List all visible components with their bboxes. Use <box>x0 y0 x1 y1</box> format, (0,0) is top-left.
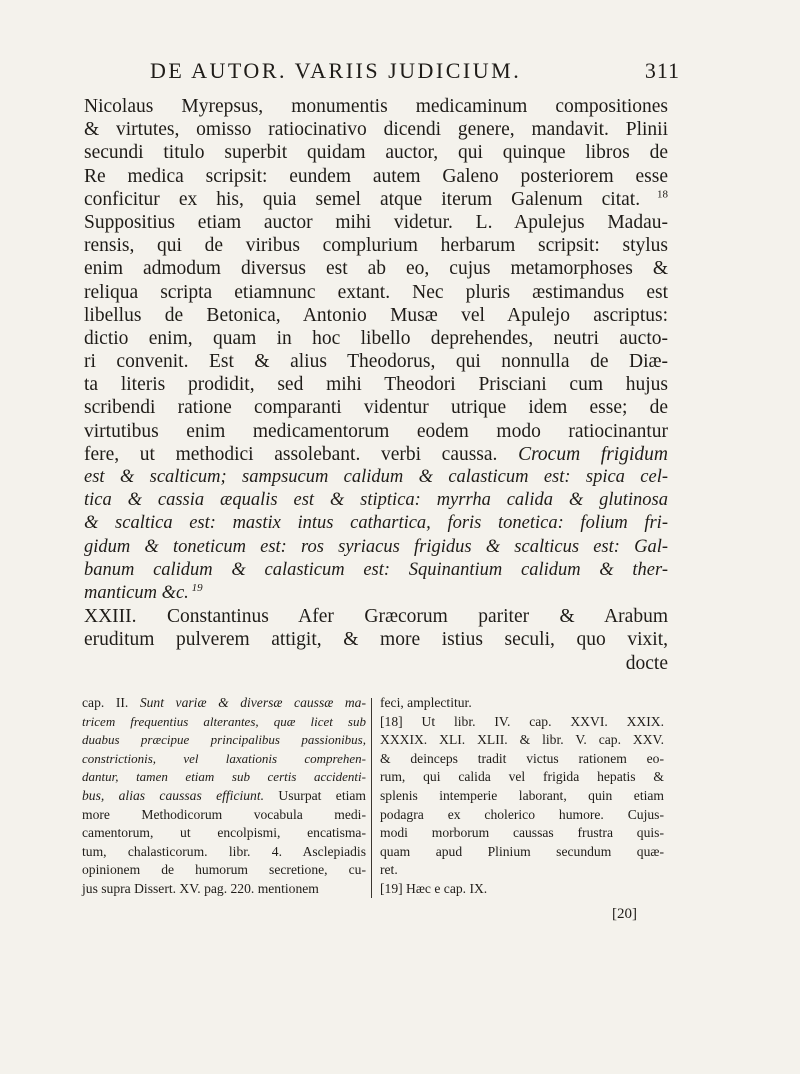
text-line <box>84 373 668 396</box>
text-content: conficitur ex his, quia semel atque iterum Galenum citat. <box>84 188 641 210</box>
text-line <box>84 327 668 350</box>
footnote-line <box>380 768 664 787</box>
text-line <box>84 466 668 489</box>
text-line <box>84 141 668 164</box>
footnote-line <box>82 806 366 825</box>
text-line <box>84 443 668 466</box>
footnote-line <box>380 713 664 732</box>
column-divider <box>371 698 372 898</box>
footnote-text: quam apud Plinium secundum quæ- <box>380 843 664 859</box>
footnote-line <box>82 768 366 787</box>
footnote-line <box>380 787 664 806</box>
footnotes-left-column <box>82 694 366 899</box>
text-content: reliqua scripta etiamnunc extant. Nec pluris æstimandus est <box>84 281 668 303</box>
footnote-line <box>380 824 664 843</box>
text-content: gidum & toneticum est: ros syriacus frigidus & scalticus est: Gal- <box>84 536 668 557</box>
text-line <box>84 188 668 211</box>
running-header <box>150 58 680 84</box>
text-content: banum calidum & calasticum est: Squinantium calidum & ther- <box>84 559 668 580</box>
footnote-line <box>82 843 366 862</box>
footnote-text: more Methodicorum vocabula medi- <box>82 806 366 822</box>
footnote-text: splenis intemperie laborant, quin etiam <box>380 787 664 803</box>
footnote-line <box>82 880 366 899</box>
footnote-text: XXXIX. XLI. XLII. & libr. V. cap. XXV. <box>380 732 664 748</box>
text-content: dictio enim, quam in hoc libello deprehendes, neutri aucto- <box>84 327 668 349</box>
footnote-segment: Usurpat etiam <box>278 787 366 803</box>
catchword: [20] <box>612 906 637 922</box>
footnote-text: jus supra Dissert. XV. pag. 220. mentionem <box>82 880 319 896</box>
text-content: manticum &c. <box>84 582 189 603</box>
text-line <box>84 536 668 559</box>
footnote-text: opinionem de humorum secretione, cu- <box>82 862 366 878</box>
footnotes <box>82 694 672 904</box>
text-line <box>84 211 668 234</box>
footnote-segment: cap. II. <box>82 695 140 710</box>
footnote-segment-italic: Sunt variæ & diversæ caussæ ma- <box>139 695 366 710</box>
footnote-text: & deinceps tradit victus rationem eo- <box>380 750 664 766</box>
footnote-text: tricem frequentius alterantes, quæ licet sub <box>82 713 366 729</box>
text-content: eruditum pulverem attigit, & more istius seculi, quo vixit, <box>84 629 668 651</box>
text-line <box>84 652 668 675</box>
footnote-text: rum, qui calida vel frigida hepatis & <box>380 769 664 785</box>
text-segment: fere, ut methodici assolebant. verbi caussa. <box>84 443 519 465</box>
footnote-text: [19] Hæc e cap. IX. <box>380 880 488 896</box>
footnote-line <box>82 713 366 732</box>
footnote-text: ret. <box>380 862 398 878</box>
text-content: Re medica scripsit: eundem autem Galeno posteriorem esse <box>84 165 668 187</box>
footnote-marker: 19 <box>188 581 203 594</box>
text-content: ri convenit. Est & alius Theodorus, qui nonnulla de Diæ- <box>84 351 668 373</box>
running-title: DE AUTOR. VARIIS JUDICIUM. <box>150 58 522 83</box>
footnote-segment-italic: bus, alias caussas efficiunt. <box>82 787 279 803</box>
footnotes-right-column <box>380 694 664 899</box>
text-line <box>84 350 668 373</box>
footnote-text: duabus præcipue principalibus passionibus, <box>82 732 366 748</box>
text-line <box>84 165 668 188</box>
footnote-line <box>82 861 366 880</box>
text-line <box>84 559 668 582</box>
footnote-text: [18] Ut libr. IV. cap. XXVI. XXIX. <box>380 713 664 729</box>
footnote-line <box>82 824 366 843</box>
footnote-line <box>82 787 366 806</box>
footnote-line <box>82 731 366 750</box>
footnote-text: modi morborum caussas frustra quis- <box>380 825 664 841</box>
text-line <box>84 118 668 141</box>
footnote-text: constrictionis, vel laxationis comprehen- <box>82 750 366 766</box>
text-line <box>84 582 668 605</box>
footnote-marker: 18 <box>640 188 668 201</box>
text-content: docte <box>625 652 668 674</box>
text-content: libellus de Betonica, Antonio Musæ vel Apulejo ascriptus: <box>84 304 668 326</box>
footnote-text: dantur, tamen etiam sub certis accidenti- <box>82 769 366 785</box>
text-content: scribendi ratione comparanti videntur utrique idem esse; de <box>84 397 668 419</box>
footnote-line <box>380 694 664 713</box>
text-segment-italic: Crocum frigidum <box>518 443 668 465</box>
footnote-line <box>380 843 664 862</box>
footnote-text: feci, amplectitur. <box>380 695 472 710</box>
text-line <box>84 95 668 118</box>
text-line <box>84 304 668 327</box>
text-line <box>84 257 668 280</box>
text-line <box>84 512 668 535</box>
footnote-line <box>380 750 664 769</box>
text-line <box>84 396 668 419</box>
footnote-text: camentorum, ut encolpismi, encatisma- <box>82 825 366 841</box>
footnote-text: podagra ex cholerico humore. Cujus- <box>380 806 664 822</box>
text-line <box>84 489 668 512</box>
footnote-line <box>380 731 664 750</box>
footnote-line <box>82 750 366 769</box>
text-content: Nicolaus Myrepsus, monumentis medicaminum compositiones <box>84 96 668 117</box>
text-line <box>84 281 668 304</box>
text-content: & virtutes, omisso ratiocinativo dicendi genere, mandavit. Plinii <box>84 119 668 141</box>
text-content: & scaltica est: mastix intus cathartica, foris tonetica: folium fri- <box>84 513 668 534</box>
text-content: tica & cassia æqualis est & stiptica: myrrha calida & glutinosa <box>84 490 668 511</box>
text-content: XXIII. Constantinus Afer Græcorum pariter & Arabum <box>84 606 668 628</box>
footnote-line <box>380 806 664 825</box>
text-content: rensis, qui de viribus complurium herbarum scripsit: stylus <box>84 235 668 257</box>
text-line <box>84 628 668 651</box>
footnote-line <box>82 694 366 713</box>
text-content: Suppositius etiam auctor mihi videtur. L. Apulejus Madau- <box>84 211 668 233</box>
footnote-line <box>380 861 664 880</box>
page-number: 311 <box>644 58 680 83</box>
text-line <box>84 234 668 257</box>
text-content: est & scalticum; sampsucum calidum & calasticum est: spica cel- <box>84 467 668 487</box>
footnote-text: tum, chalasticorum. libr. 4. Asclepiadis <box>82 843 366 859</box>
text-line <box>84 605 668 628</box>
footnote-line <box>380 880 664 899</box>
text-content: virtutibus enim medicamentorum eodem modo ratiocinantur <box>84 420 668 442</box>
text-content: enim admodum diversus est ab eo, cujus metamorphoses & <box>84 258 668 280</box>
text-content: ta literis prodidit, sed mihi Theodori Prisciani cum hujus <box>84 374 668 396</box>
main-text <box>84 95 668 675</box>
text-content: secundi titulo superbit quidam auctor, qui quinque libros de <box>84 142 668 164</box>
text-line <box>84 420 668 443</box>
